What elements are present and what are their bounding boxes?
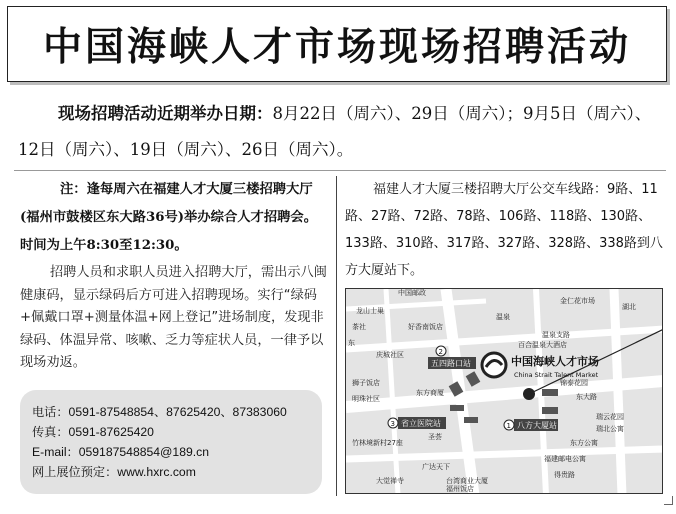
venue-note: 注：逢每周六在福建人才大厦三楼招聘大厅(福州市鼓楼区东大路36号)举办综合人才招聘会。时间为上午8:30至12:30。 <box>20 182 318 253</box>
contact-box <box>20 390 322 494</box>
map-label-baihe: 百合温泉大酒店 <box>518 341 567 349</box>
map-label-dongfang-park: 东方公寓 <box>570 439 598 447</box>
map-label-guangda: 广达天下 <box>422 463 450 471</box>
map-label-dongfang: 东方商厦 <box>416 389 444 397</box>
map-label-shuxiang: 好香南饭店 <box>408 323 443 331</box>
building-3 <box>542 389 558 396</box>
stop-wusi-label: 五四路口站 <box>431 359 471 368</box>
location-map <box>345 288 663 494</box>
map-label-shenghui: 圣荟 <box>428 433 442 441</box>
map-label-teahouse: 茶社 <box>352 323 366 331</box>
stop-bafang-label: 八方大厦站 <box>517 421 557 430</box>
stop-shengli-label: 省立医院站 <box>401 419 441 428</box>
map-label-zhulin: 竹林境新村27座 <box>352 439 403 447</box>
vertical-divider <box>336 176 337 496</box>
map-label-longshan: 龙山士巢 <box>356 307 384 315</box>
map-label-dajue: 大觉禅寺 <box>376 477 404 485</box>
map-label-jingxian: 得贵路 <box>554 471 575 479</box>
map-label-qingyun: 庆城社区 <box>376 351 404 359</box>
logo-text-en: China Strait Talent Market <box>514 371 599 379</box>
map-label-fuzhou: 福州饭店 <box>446 485 474 493</box>
map-label-east: 东 <box>348 339 355 347</box>
map-label-mingzhu: 明珠社区 <box>352 395 380 403</box>
health-notice: 招聘人员和求职人员进入招聘大厅，需出示八闽健康码，显示绿码后方可进入招聘现场。实行“绿码+佩戴口罩+测量体温+网上登记”进场制度，发现非绿码、体温异常、咳嗽、乏力等症状人员，一律予以现场劝返。 <box>20 265 327 370</box>
building-5 <box>450 405 464 411</box>
contact-web[interactable]: 网上展位预定：www.hxrc.com <box>32 465 196 479</box>
building-4 <box>542 407 558 414</box>
building-6 <box>464 417 478 423</box>
schedule-label: 现场招聘活动近期举办日期： <box>58 104 273 123</box>
map-label-post: 中国邮政 <box>398 289 426 297</box>
map-label-rongcheng: 瑞云花园 <box>596 413 624 421</box>
stop-2-number: 2 <box>438 348 443 356</box>
stop-1-number: 1 <box>506 422 511 430</box>
map-label-gongyuan: 瑞北公寓 <box>596 425 624 433</box>
map-label-wenquan-rd: 温泉支路 <box>542 331 570 339</box>
schedule-date-list: 8月22日（周六）、29日（周六）；9月5日（周六）、12日（周六）、19日（周六）、26日（周六）。 <box>18 104 652 159</box>
page-title: 中国海峡人才市场现场招聘活动 <box>7 6 667 82</box>
map-label-shizi: 狮子饭店 <box>352 379 380 387</box>
horizontal-divider <box>14 170 666 171</box>
map-label-dongdalu: 东大路 <box>576 393 597 401</box>
map-label-wenquan: 温泉 <box>496 313 510 321</box>
map-label-hubei: 湖北 <box>622 303 636 311</box>
schedule-dates <box>18 96 663 168</box>
contact-fax: 传真：0591-87625420 <box>32 425 154 439</box>
map-label-youchun: 锦泰花园 <box>560 379 588 387</box>
map-label-fujian-hall: 福建邮电公寓 <box>544 455 586 463</box>
map-label-taijiang: 台湾商业大厦 <box>446 477 488 485</box>
logo-text-cn: 中国海峡人才市场 <box>511 355 599 368</box>
contact-phone: 电话：0591-87548854、87625420、87383060 <box>32 405 287 419</box>
contact-email[interactable]: E-mail：059187548854@189.cn <box>32 445 210 459</box>
stop-3-number: 3 <box>390 420 395 428</box>
corner-mark <box>664 496 673 505</box>
map-svg <box>346 289 663 494</box>
bus-routes: 福建人才大厦三楼招聘大厅公交车线路：9路、11路、27路、72路、78路、106路、118路、130路、133路、310路、317路、327路、328路、338路到八方大厦站下。 <box>345 182 663 278</box>
map-label-jinrenhua: 金仁花市场 <box>560 297 595 305</box>
